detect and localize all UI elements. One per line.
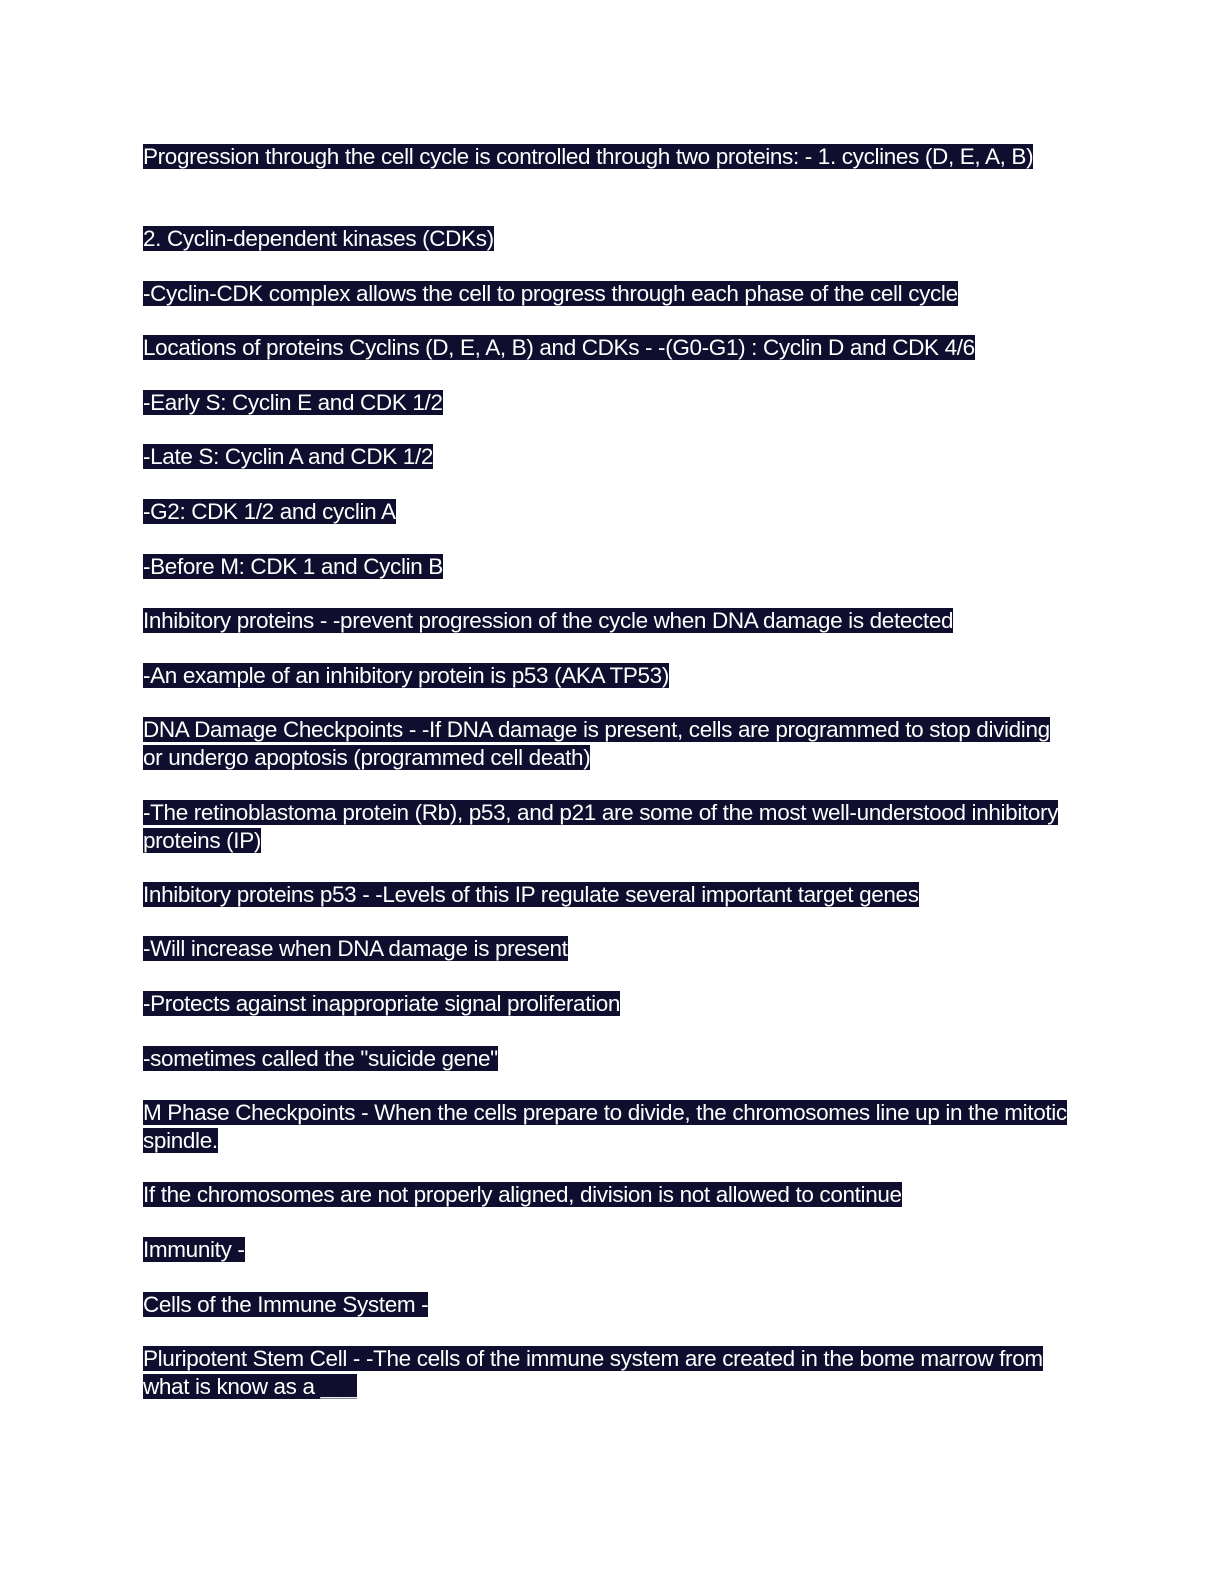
highlighted-text: -The retinoblastoma protein (Rb), p53, and p21 are some of the most well-understood inhibitory proteins (IP) bbox=[143, 800, 1059, 853]
highlighted-text: Progression through the cell cycle is controlled through two proteins: - 1. cyclines (D, E, A, B) bbox=[143, 144, 1034, 169]
highlighted-text: 2. Cyclin-dependent kinases (CDKs) bbox=[143, 226, 494, 251]
highlighted-text: If the chromosomes are not properly aligned, division is not allowed to continue bbox=[143, 1182, 902, 1207]
paragraph-pluripotent-stem-cell bbox=[143, 1345, 1073, 1401]
paragraph-locations bbox=[143, 334, 1073, 362]
highlighted-text: M Phase Checkpoints - When the cells prepare to divide, the chromosomes line up in the mitotic spindle. bbox=[143, 1100, 1067, 1153]
highlighted-text: Inhibitory proteins - -prevent progression of the cycle when DNA damage is detected bbox=[143, 608, 954, 633]
highlighted-text: -sometimes called the "suicide gene" bbox=[143, 1046, 498, 1071]
paragraph-suicide-gene bbox=[143, 1045, 1073, 1073]
highlighted-text: Pluripotent Stem Cell - -The cells of the immune system are created in the bome marrow from what is know as a ___ bbox=[143, 1346, 1043, 1399]
paragraph-dna-damage-checkpoints bbox=[143, 716, 1073, 772]
paragraph-will-increase bbox=[143, 935, 1073, 963]
paragraph-inhibitory-proteins bbox=[143, 607, 1073, 635]
highlighted-text: Cells of the Immune System - bbox=[143, 1292, 429, 1317]
paragraph-p53-example bbox=[143, 662, 1073, 690]
paragraph-p53-levels bbox=[143, 881, 1073, 909]
highlighted-text: -Protects against inappropriate signal proliferation bbox=[143, 991, 621, 1016]
paragraph-chromosomes-aligned bbox=[143, 1181, 1073, 1209]
highlighted-text: Locations of proteins Cyclins (D, E, A, B) and CDKs - -(G0-G1) : Cyclin D and CDK 4/6 bbox=[143, 335, 975, 360]
highlighted-text: -An example of an inhibitory protein is p53 (AKA TP53) bbox=[143, 663, 669, 688]
paragraph-cell-cycle-proteins bbox=[143, 143, 1073, 171]
paragraph-cyclin-cdk-complex bbox=[143, 280, 1073, 308]
paragraph-protects bbox=[143, 990, 1073, 1018]
paragraph-immunity bbox=[143, 1236, 1073, 1264]
highlighted-text: DNA Damage Checkpoints - -If DNA damage is present, cells are programmed to stop dividing or undergo apoptosis (programmed cell death) bbox=[143, 717, 1050, 770]
paragraph-cdks bbox=[143, 225, 1073, 253]
highlighted-text: Immunity - bbox=[143, 1237, 245, 1262]
paragraph-retinoblastoma bbox=[143, 799, 1073, 855]
highlighted-text: -Early S: Cyclin E and CDK 1/2 bbox=[143, 390, 443, 415]
highlighted-text: -Will increase when DNA damage is present bbox=[143, 936, 568, 961]
highlighted-text: -Before M: CDK 1 and Cyclin B bbox=[143, 554, 443, 579]
paragraph-immune-cells bbox=[143, 1291, 1073, 1319]
paragraph-late-s bbox=[143, 443, 1073, 471]
highlighted-text: -Cyclin-CDK complex allows the cell to progress through each phase of the cell cycle bbox=[143, 281, 958, 306]
highlighted-text: -Late S: Cyclin A and CDK 1/2 bbox=[143, 444, 434, 469]
highlighted-text: -G2: CDK 1/2 and cyclin A bbox=[143, 499, 396, 524]
highlighted-text: Inhibitory proteins p53 - -Levels of this IP regulate several important target genes bbox=[143, 882, 919, 907]
paragraph-g2 bbox=[143, 498, 1073, 526]
paragraph-m-phase-checkpoints bbox=[143, 1099, 1073, 1155]
paragraph-early-s bbox=[143, 389, 1073, 417]
paragraph-before-m bbox=[143, 553, 1073, 581]
